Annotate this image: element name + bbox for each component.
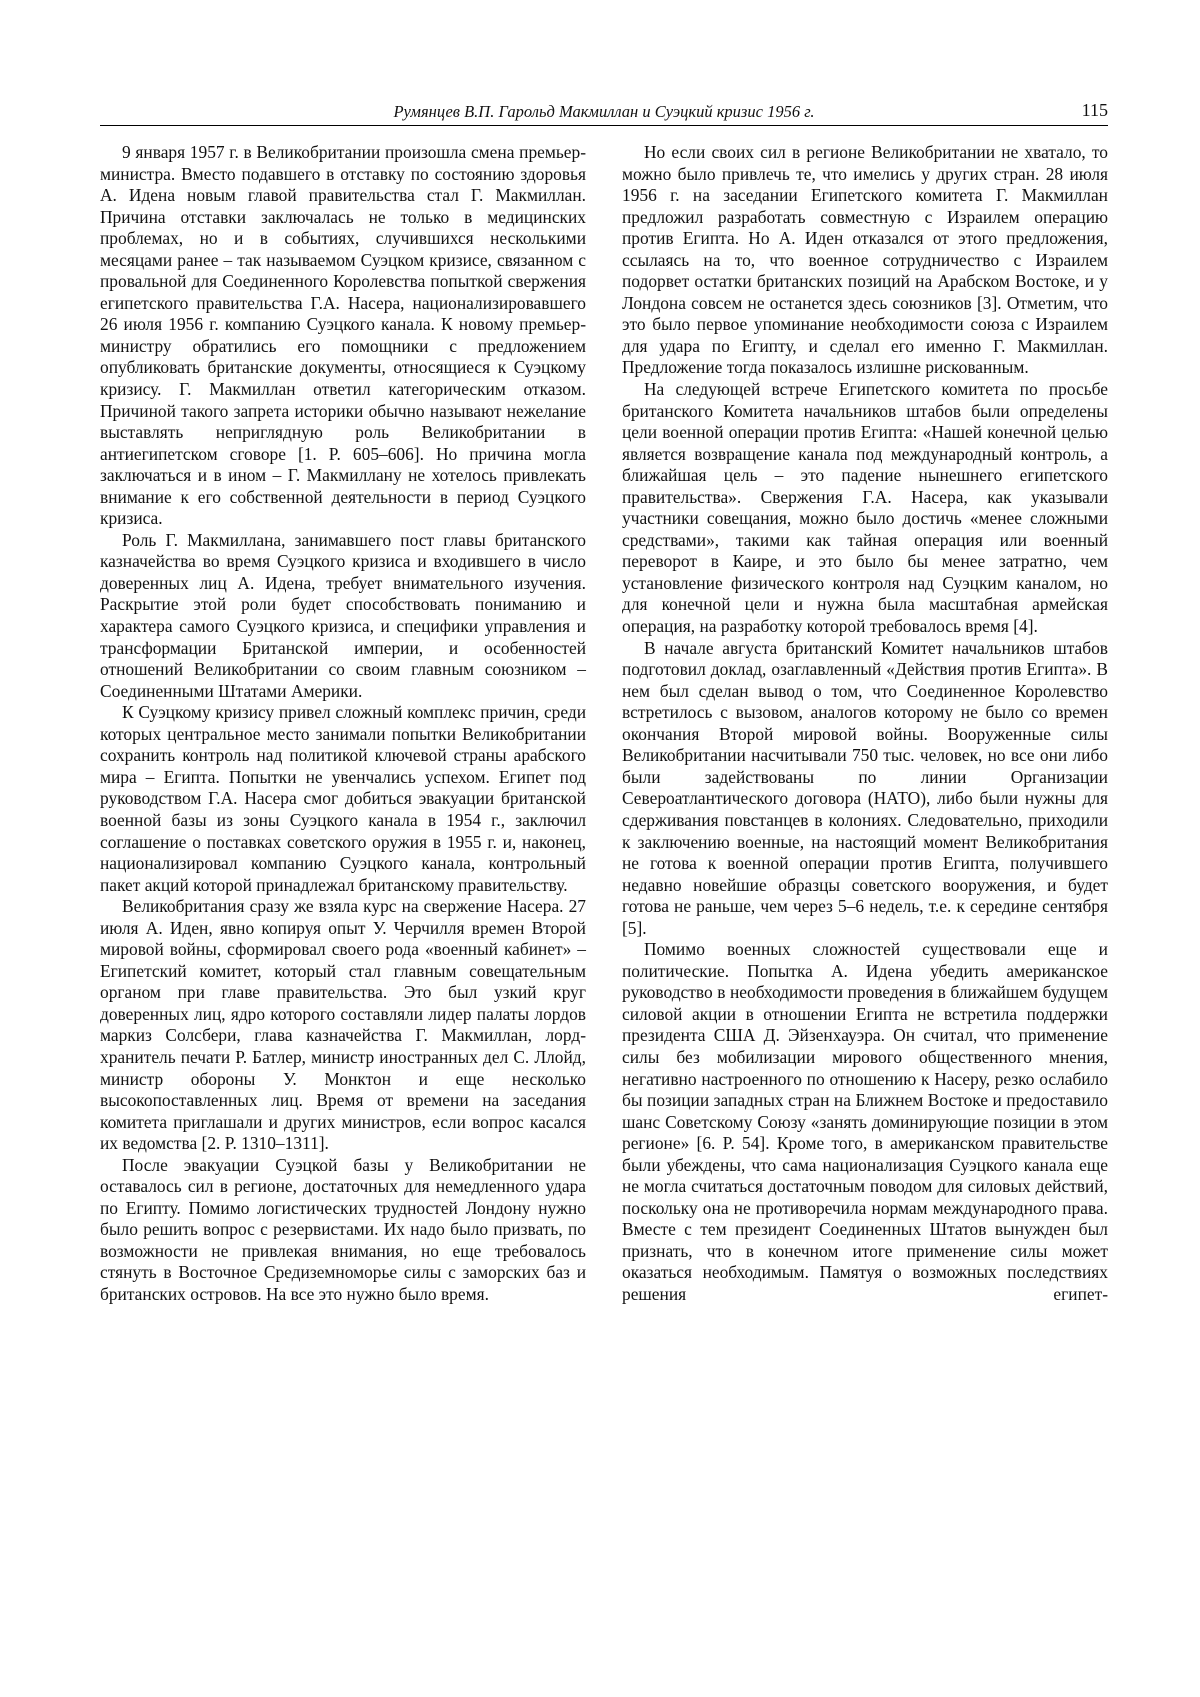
right-column [622, 142, 1108, 1306]
running-title: Румянцев В.П. Гарольд Макмиллан и Суэцкий кризис 1956 г. [393, 102, 815, 121]
paragraph: В начале августа британский Комитет начальников штабов подготовил доклад, озаглавленный «Действия против Египта». В нем был сделан вывод о том, что Соединенное Королевство встретилось с вызовом, аналогов которому не было со времен окончания Второй мировой войны. Вооруженные силы Великобритании насчитывали 750 тыс. человек, но все они либо были задействованы по линии Организации Североатлантического договора (НАТО), либо были нужны для сдерживания повстанцев в колониях. Следовательно, приходили к заключению военные, на настоящий момент Великобритания не готова к военной операции против Египта, получившего недавно новейшие образцы советского вооружения, и будет готова не раньше, чем через 5–6 недель, т.е. к середине сентября [5]. [622, 637, 1108, 938]
paragraph: Великобритания сразу же взяла курс на свержение Насера. 27 июля А. Иден, явно копируя опыт У. Черчилля времен Второй мировой войны, сформировал своего рода «военный кабинет» – Египетский комитет, который стал главным совещательным органом при главе правительства. Это был узкий круг доверенных лиц, ядро которого составляли лидер палаты лордов маркиз Солсбери, глава казначейства Г. Макмиллан, лорд-хранитель печати Р. Батлер, министр иностранных дел С. Ллойд, министр обороны У. Монктон и еще несколько высокопоставленных лиц. Время от времени на заседания комитета приглашали и других министров, если вопрос касался их ведомства [2. P. 1310–1311]. [100, 896, 586, 1154]
paragraph: К Суэцкому кризису привел сложный комплекс причин, среди которых центральное место занимали попытки Великобритании сохранить контроль над политикой ключевой страны арабского мира – Египта. Попытки не увенчались успехом. Египет под руководством Г.А. Насера смог добиться эвакуации британской военной базы из зоны Суэцкого канала в 1954 г., заключил соглашение о поставках советского оружия в 1955 г. и, наконец, национализировал компанию Суэцкого канала, контрольный пакет акций которой принадлежал британскому правительству. [100, 702, 586, 895]
paragraph: Роль Г. Макмиллана, занимавшего пост главы британского казначейства во время Суэцкого кризиса и входившего в число доверенных лиц А. Идена, требует внимательного изучения. Раскрытие этой роли будет способствовать пониманию и характера самого Суэцкого кризиса, и специфики управления и трансформации Британской империи, и особенностей отношений Великобритании со своим главным союзником – Соединенными Штатами Америки. [100, 529, 586, 701]
paragraph: На следующей встрече Египетского комитета по просьбе британского Комитета начальников штабов были определены цели военной операции против Египта: «Нашей конечной целью является возвращение канала под международный контроль, а ближайшая цель – это падение нынешнего египетского правительства». Свержения Г.А. Насера, как указывали участники совещания, можно было достичь «менее сложными средствами», такими как тайная операция или военный переворот в Каире, и это было бы менее затратно, чем установление физического контроля над Суэцким каналом, но для конечной цели и нужна была масштабная армейская операция, на разработку которой требовалось время [4]. [622, 379, 1108, 637]
paragraph: Но если своих сил в регионе Великобритании не хватало, то можно было привлечь те, что имелись у других стран. 28 июля 1956 г. на заседании Египетского комитета Г. Макмиллан предложил разработать совместную с Израилем операцию против Египта. Но А. Иден отказался от этого предложения, ссылаясь на то, что военное сотрудничество с Израилем подорвет остатки британских позиций на Арабском Востоке, и у Лондона совсем не останется здесь союзников [3]. Отметим, что это было первое упоминание необходимости союза с Израилем для удара по Египту, и сделал его именно Г. Макмиллан. Предложение тогда показалось излишне рискованным. [622, 142, 1108, 378]
paragraph: 9 января 1957 г. в Великобритании произошла смена премьер-министра. Вместо подавшего в отставку по состоянию здоровья А. Идена новым главой правительства стал Г. Макмиллан. Причина отставки заключалась не только в медицинских проблемах, но и в событиях, случившихся несколькими месяцами ранее – так называемом Суэцком кризисе, связанном с провальной для Соединенного Королевства попыткой свержения египетского правительства Г.А. Насера, национализировавшего 26 июля 1956 г. компанию Суэцкого канала. К новому премьер-министру обратились его помощники с предложением опубликовать британские документы, относящиеся к Суэцкому кризису. Г. Макмиллан ответил категорическим отказом. Причиной такого запрета историки обычно называют нежелание выставлять неприглядную роль Великобритании в антиегипетском сговоре [1. P. 605–606]. Но причина могла заключаться и в ином – Г. Макмиллану не хотелось привлекать внимание к его собственной деятельности в период Суэцкого кризиса. [100, 142, 586, 529]
paragraph: После эвакуации Суэцкой базы у Великобритании не оставалось сил в регионе, достаточных для немедленного удара по Египту. Помимо логистических трудностей Лондону нужно было решить вопрос с резервистами. Их надо было призвать, по возможности не привлекая внимания, но еще требовалось стянуть в Восточное Средиземноморье силы с заморских баз и британских островов. На все это нужно было время. [100, 1154, 586, 1304]
running-header [100, 99, 1108, 126]
page-number: 115 [1081, 100, 1108, 120]
left-column [100, 142, 586, 1306]
paragraph: Помимо военных сложностей существовали еще и политические. Попытка А. Идена убедить американское руководство в необходимости проведения в ближайшем будущем силовой акции в отношении Египта не встретила поддержки президента США Д. Эйзенхауэра. Он считал, что применение силы без мобилизации мирового общественного мнения, негативно настроенного по отношению к Насеру, резко ослабило бы позиции западных стран на Ближнем Востоке и предоставило шанс Советскому Союзу «занять доминирующие позиции в этом регионе» [6. P. 54]. Кроме того, в американском правительстве были убеждены, что сама национализация Суэцкого канала еще не могла считаться достаточным поводом для силовых действий, поскольку она не противоречила нормам международного права. Вместе с тем президент Соединенных Штатов вынужден был признать, что в конечном итоге применение силы может оказаться необходимым. Памятуя о возможных последствиях решения египет- [622, 939, 1108, 1304]
